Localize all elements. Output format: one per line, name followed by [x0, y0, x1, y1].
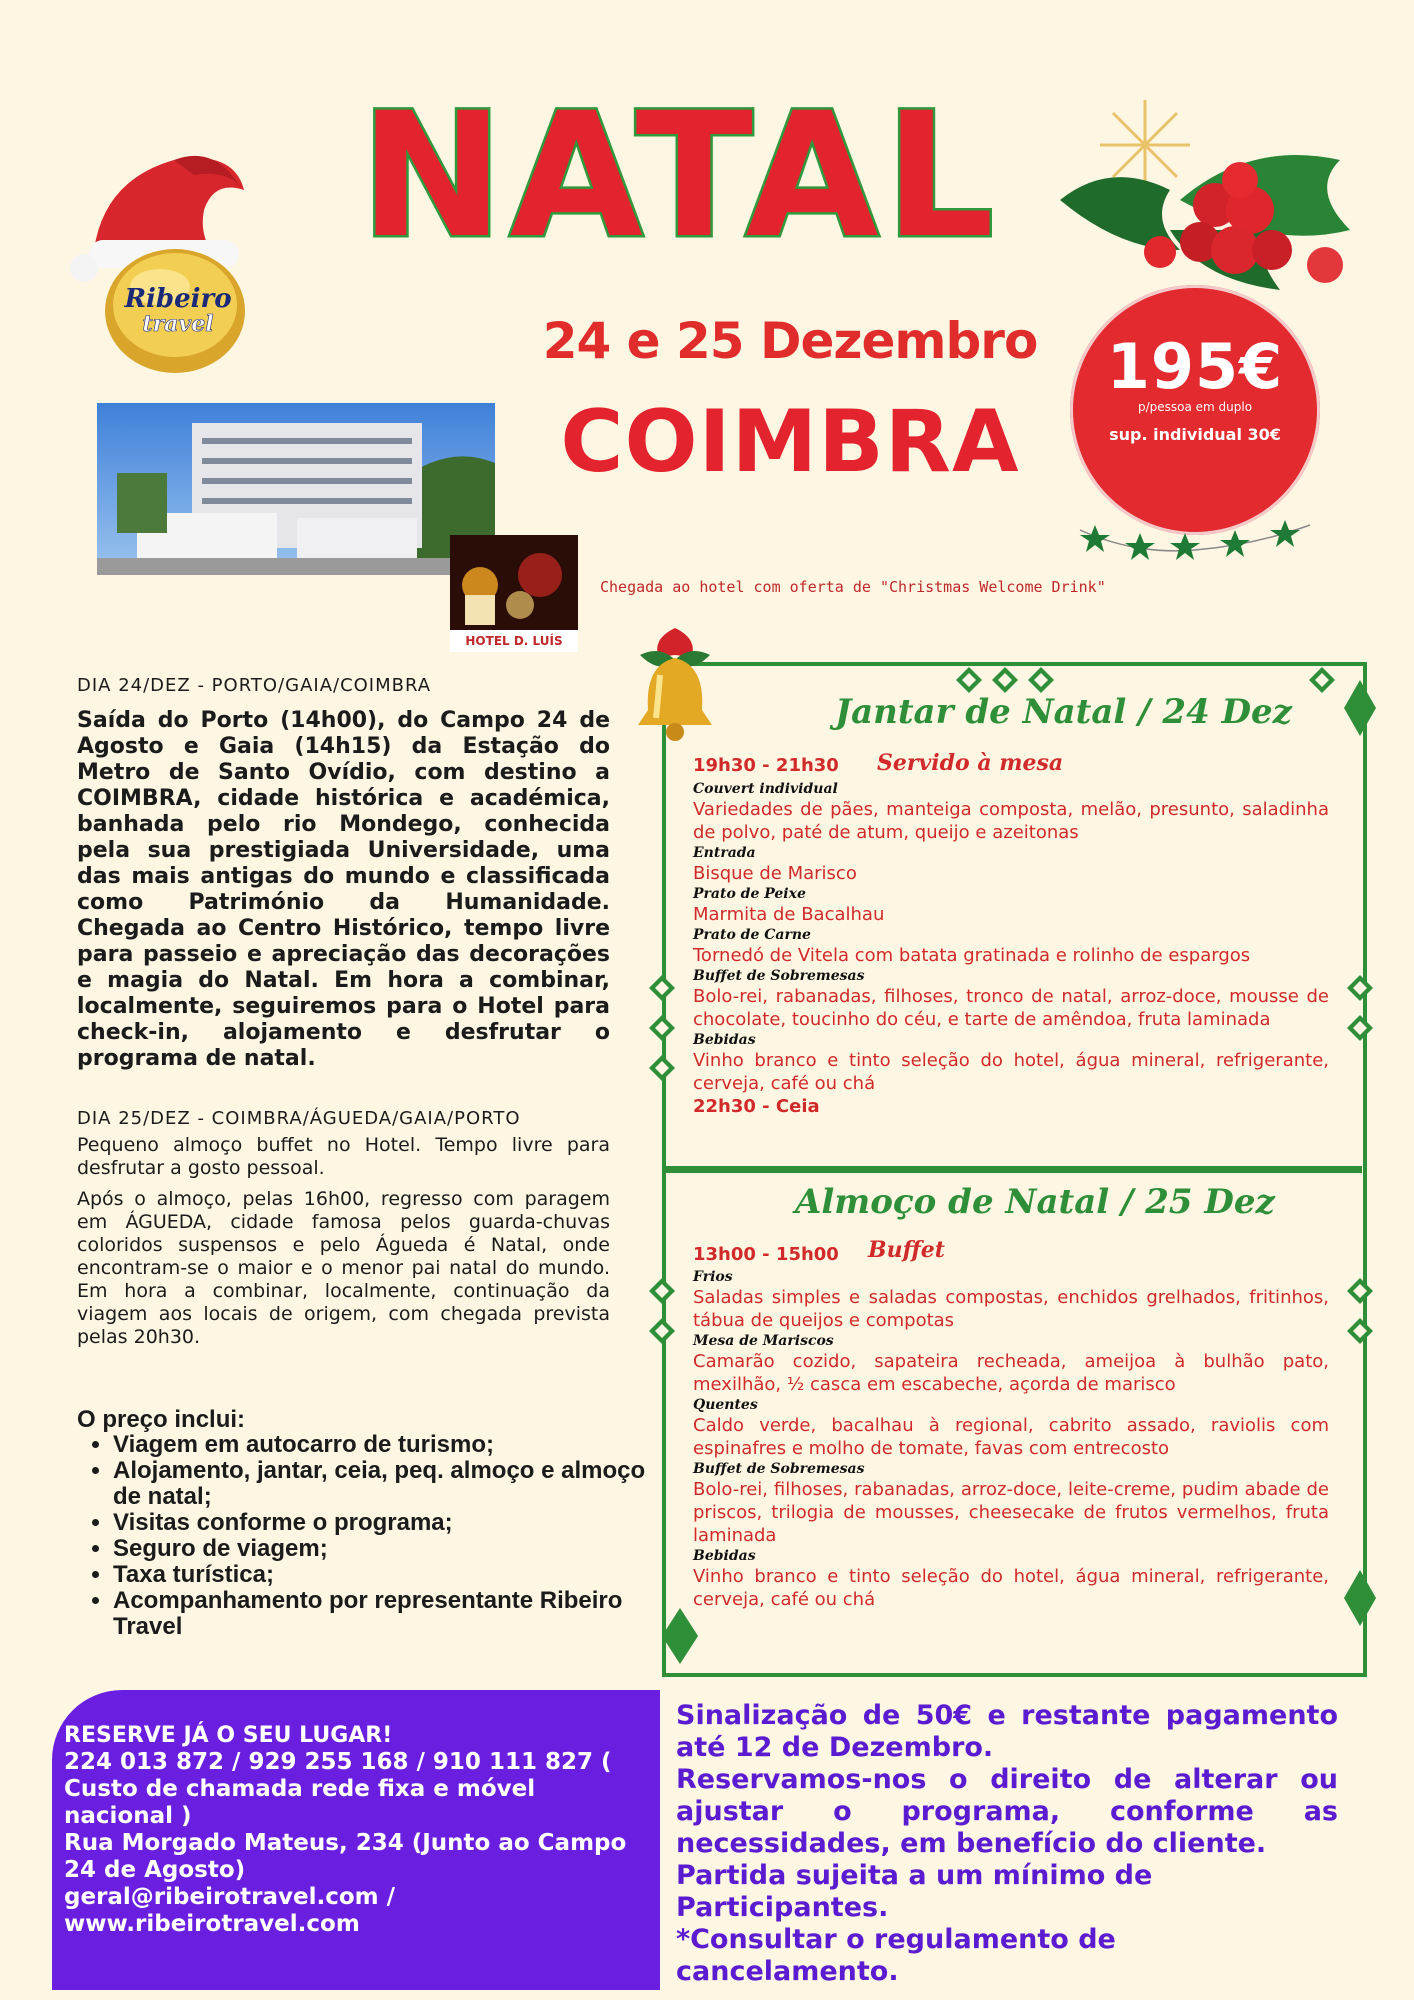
page-title: NATAL	[359, 75, 1001, 276]
reserve-heading: RESERVE JÁ O SEU LUGAR!	[64, 1723, 393, 1748]
price-includes-list	[77, 1432, 646, 1640]
menu-category: Prato de Peixe	[693, 886, 806, 902]
footer-terms	[676, 1700, 1338, 1988]
menu-category: Quentes	[693, 1397, 758, 1413]
christmas-dinner-photo	[450, 535, 578, 630]
lunch-time: 13h00 - 15h00	[693, 1244, 839, 1265]
address: Rua Morgado Mateus, 234 (Junto ao Campo 24 de Agosto)	[64, 1830, 627, 1883]
destination-city: COIMBRA	[560, 392, 1020, 492]
day1-text: Saída do Porto (14h00), do Campo 24 de Agosto e Gaia (14h15) da Estação do Metro de Santo Ovídio, com destino a COIMBRA, cidade histórica e académica, banhada pelo rio Mondego, conhecida pela sua prestigiada Universidade, uma das mais antigas do mundo e classificada como Património da Humanidade. Chegada ao Centro Histórico, tempo livre para passeio e apreciação das decorações e magia do Natal. Em hora a combinar, localmente, seguiremos para o Hotel para check-in, alojamento e desfrutar o programa de natal.	[77, 708, 610, 1071]
stars-garland-icon	[1075, 515, 1315, 565]
price-badge	[1070, 285, 1320, 535]
price-includes-item: • Alojamento, jantar, ceia, peq. almoço e almoço de natal;	[113, 1458, 646, 1510]
lunch-service: Buffet	[868, 1237, 945, 1263]
day1-heading: DIA 24/DEZ - PORTO/GAIA/COIMBRA	[77, 675, 432, 696]
terms-cancellation: *Consultar o regulamento de cancelamento.	[676, 1924, 1116, 1987]
event-dates: 24 e 25 Dezembro	[542, 312, 1038, 370]
menu-category: Mesa de Mariscos	[693, 1333, 834, 1349]
christmas-bell-icon	[620, 620, 730, 750]
dinner-menu	[693, 780, 1329, 1118]
day2-text2: Após o almoço, pelas 16h00, regresso com paragem em ÁGUEDA, cidade famosa pelos guarda-chuvas coloridos suspensos e pelo Águeda é Natal, onde encontram-se o maior e o menor pai natal do mundo. Em hora a combinar, localmente, continuação da viagem aos locais de origem, com chegada prevista pelas 20h30.	[77, 1188, 610, 1348]
price-includes-item: • Acompanhamento por representante Ribeiro Travel	[113, 1588, 646, 1640]
menu-category: Buffet de Sobremesas	[693, 968, 865, 984]
website-link[interactable]: www.ribeirotravel.com	[64, 1911, 360, 1937]
menu-items: Bisque de Marisco	[693, 863, 857, 884]
hotel-caption: HOTEL D. LUÍS	[450, 630, 578, 652]
price-includes-item: • Taxa turística;	[113, 1562, 646, 1588]
price-includes-item: • Visitas conforme o programa;	[113, 1510, 646, 1536]
menu-items: Bolo-rei, rabanadas, filhoses, tronco de natal, arroz-doce, mousse de chocolate, toucinho do céu, e tarte de amêndoa, fruta laminada	[693, 986, 1329, 1030]
menu-items: Saladas simples e saladas compostas, enchidos grelhados, fritinhos, tábua de queijos e compotas	[693, 1287, 1329, 1331]
menu-items: Bolo-rei, filhoses, rabanadas, arroz-doce, leite-creme, pudim abade de priscos, trilogia de mousses, cheesecake de frutos vermelhos, fruta laminada	[693, 1479, 1329, 1546]
footer-contacts	[64, 1722, 634, 1938]
menu-category: Frios	[693, 1269, 733, 1285]
menu-category: Bebidas	[693, 1548, 756, 1564]
day2-text1: Pequeno almoço buffet no Hotel. Tempo livre para desfrutar a gosto pessoal.	[77, 1134, 610, 1179]
holly-berries-icon	[1050, 80, 1370, 310]
dinner-service: Servido à mesa	[877, 750, 1064, 776]
hotel-photo	[97, 403, 495, 575]
menu-items: Vinho branco e tinto seleção do hotel, água mineral, refrigerante, cerveja, café ou chá	[693, 1050, 1329, 1094]
menu-category: Prato de Carne	[693, 927, 811, 943]
email-link[interactable]: geral@ribeirotravel.com /	[64, 1884, 396, 1910]
terms-payment: Sinalização de 50€ e restante pagamento até 12 de Dezembro.	[676, 1700, 1338, 1763]
price-includes-title: O preço inclui:	[77, 1406, 246, 1433]
phone-numbers[interactable]: 224 013 872 / 929 255 168 / 910 111 827 ( Custo de chamada rede fixa e móvel nacional )	[64, 1749, 612, 1829]
logo-line1: Ribeiro	[124, 284, 232, 314]
menu-items: Caldo verde, bacalhau à regional, cabrito assado, raviolis com espinafres e molho de tomate, favas com entrecosto	[693, 1415, 1329, 1459]
welcome-drink-note: Chegada ao hotel com oferta de "Christmas Welcome Drink"	[600, 578, 1106, 596]
menu-items: Camarão cozido, sapateira recheada, ameijoa à bulhão pato, mexilhão, ½ casca em escabeche, açorda de marisco	[693, 1351, 1329, 1395]
price-includes-item: • Seguro de viagem;	[113, 1536, 646, 1562]
ribeiro-travel-logo	[100, 245, 250, 377]
price-amount: 195€	[1106, 330, 1284, 403]
day2-heading: DIA 25/DEZ - COIMBRA/ÁGUEDA/GAIA/PORTO	[77, 1108, 521, 1129]
terms-minimum: Partida sujeita a um mínimo de Participantes.	[676, 1860, 1153, 1923]
menu-items: Variedades de pães, manteiga composta, melão, presunto, saladinha de polvo, paté de atum, queijo e azeitonas	[693, 799, 1329, 843]
menu-category: Entrada	[693, 845, 756, 861]
menu-category: Bebidas	[693, 1032, 756, 1048]
menu-category: Buffet de Sobremesas	[693, 1461, 865, 1477]
dinner-time: 19h30 - 21h30	[693, 755, 839, 776]
menu-items: Tornedó de Vitela com batata gratinada e rolinho de espargos	[693, 945, 1251, 966]
terms-changes: Reservamos-nos o direito de alterar ou ajustar o programa, conforme as necessidades, em benefício do cliente.	[676, 1764, 1338, 1859]
menu-category: Couvert individual	[693, 781, 838, 797]
single-supplement: sup. individual 30€	[1109, 425, 1281, 444]
supper-time: 22h30 - Ceia	[693, 1096, 820, 1117]
logo-line2: travel	[142, 311, 214, 337]
menu-items: Marmita de Bacalhau	[693, 904, 885, 925]
price-per-person: p/pessoa em duplo	[1137, 400, 1253, 414]
lunch-menu	[693, 1268, 1329, 1611]
dinner-title: Jantar de Natal / 24 Dez	[835, 692, 1292, 732]
price-includes-item: • Viagem em autocarro de turismo;	[113, 1432, 646, 1458]
lunch-title: Almoço de Natal / 25 Dez	[795, 1182, 1275, 1222]
menu-items: Vinho branco e tinto seleção do hotel, água mineral, refrigerante, cerveja, café ou chá	[693, 1566, 1329, 1610]
